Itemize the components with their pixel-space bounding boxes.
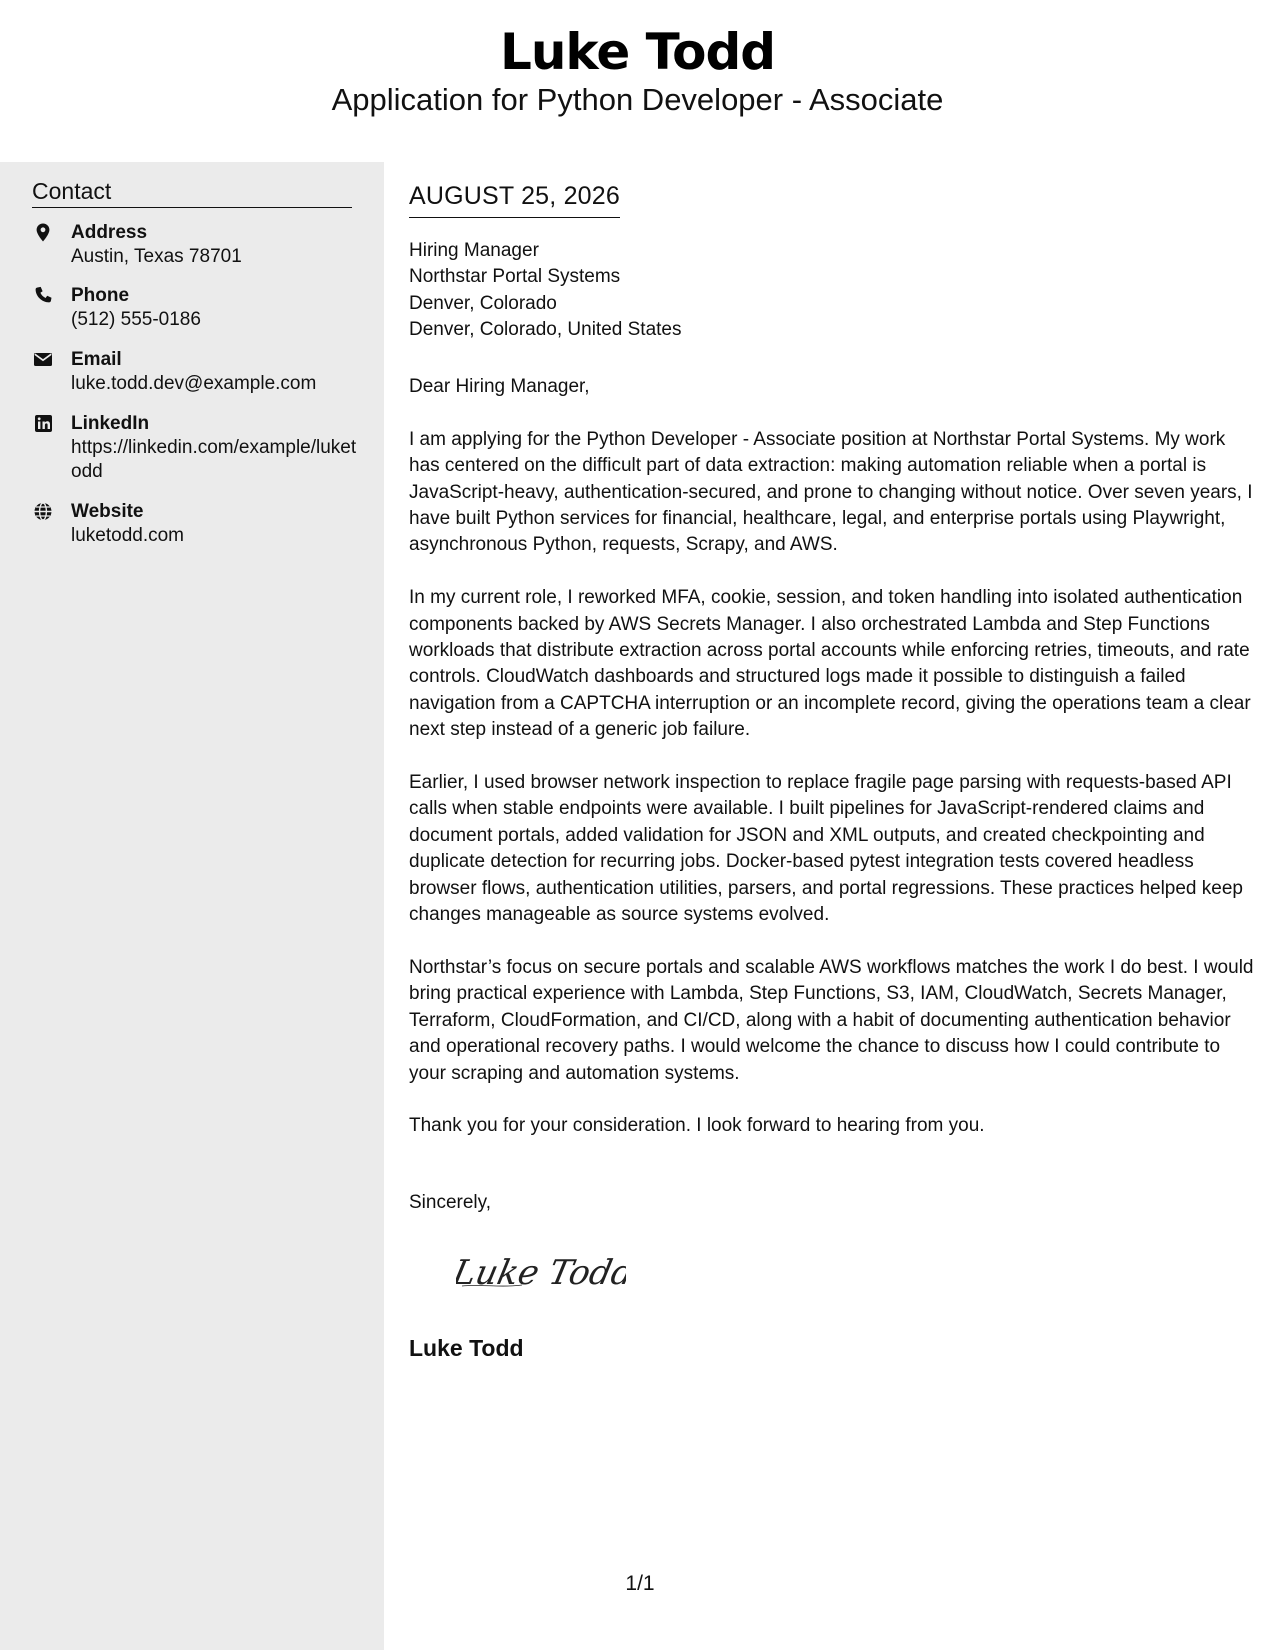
- signer-name: Luke Todd: [409, 1335, 524, 1361]
- phone-icon: [32, 285, 58, 307]
- salutation: Dear Hiring Manager,: [409, 376, 590, 397]
- recipient-line: Hiring Manager: [409, 240, 539, 261]
- paragraph: I am applying for the Python Developer - Associate position at Northstar Portal Systems. My work has centered on the difficult part of data extraction: making automation reliable when a portal is JavaScript-heavy, authentication-secured, and prone to changing without notice. Over seven years, I have built Python services for financial, healthcare, legal, and enterprise portals using Playwright, asynchronous Python, requests, Scrapy, and AWS.: [409, 428, 1253, 556]
- linkedin-icon: [32, 413, 58, 435]
- letter-text: [409, 374, 1259, 1166]
- contact-heading: Contact: [32, 176, 352, 208]
- contact-label-linkedin: LinkedIn: [71, 413, 150, 434]
- recipient-block: [409, 238, 682, 344]
- handwritten-signature: [456, 1242, 626, 1302]
- paragraph: Earlier, I used browser network inspection to replace fragile page parsing with requests-based API calls when stable endpoints were available. I built pipelines for JavaScript-rendered claims and document portals, added validation for JSON and XML outputs, and created checkpointing and duplicate detection for recurring jobs. Docker-based pytest integration tests covered headless browser flows, authentication utilities, parsers, and portal regressions. These practices helped keep changes manageable as source systems evolved.: [409, 772, 1243, 926]
- recipient-line: Northstar Portal Systems: [409, 266, 621, 288]
- contact-value-address: Austin, Texas 78701: [71, 246, 242, 267]
- letter-header: [0, 0, 1275, 162]
- recipient-line: Denver, Colorado: [409, 292, 557, 314]
- contact-value-website[interactable]: luketodd.com: [71, 525, 185, 546]
- envelope-icon: [32, 349, 58, 371]
- contact-value-linkedin[interactable]: https://linkedin.com/example/luketodd: [71, 437, 357, 482]
- letter-date: AUGUST 25, 2026: [409, 179, 620, 218]
- contact-value-phone: (512) 555-0186: [71, 309, 201, 330]
- contact-label-email: Email: [71, 349, 122, 370]
- recipient-line: Denver, Colorado, United States: [409, 319, 682, 341]
- paragraph: Northstar’s focus on secure portals and scalable AWS workflows matches the work I do best. I would bring practical experience with Lambda, Step Functions, S3, IAM, CloudWatch, Secrets Manager, Terraform, CloudFormation, and CI/CD, along with a habit of documenting authentication behavior and operational recovery paths. I would welcome the chance to discuss how I could contribute to your scraping and automation systems.: [409, 956, 1254, 1084]
- closing-block: [409, 1190, 1259, 1243]
- page-number: 1/1: [625, 1572, 655, 1595]
- map-pin-icon: [32, 222, 58, 244]
- contact-label-address: Address: [71, 222, 148, 243]
- contact-value-email: luke.todd.dev@example.com: [71, 373, 317, 394]
- paragraph: In my current role, I reworked MFA, cookie, session, and token handling into isolated authentication components backed by AWS Secrets Manager. I also orchestrated Lambda and Step Functions workloads that distribute extraction across portal accounts while enforcing retries, timeouts, and rate controls. CloudWatch dashboards and structured logs made it possible to distinguish a failed navigation from a CAPTCHA interruption or an incomplete record, giving the operations team a clear next step instead of a generic job failure.: [409, 587, 1251, 741]
- contact-label-phone: Phone: [71, 285, 130, 306]
- globe-icon: [32, 501, 58, 523]
- signature-glyphs: Luke Todd: [456, 1253, 626, 1293]
- paragraph: Thank you for your consideration. I look forward to hearing from you.: [409, 1115, 985, 1137]
- closing: Sincerely,: [409, 1192, 492, 1213]
- contact-label-website: Website: [71, 501, 144, 522]
- applicant-name: Luke Todd: [499, 23, 776, 81]
- application-subtitle: Application for Python Developer - Associate: [331, 82, 944, 117]
